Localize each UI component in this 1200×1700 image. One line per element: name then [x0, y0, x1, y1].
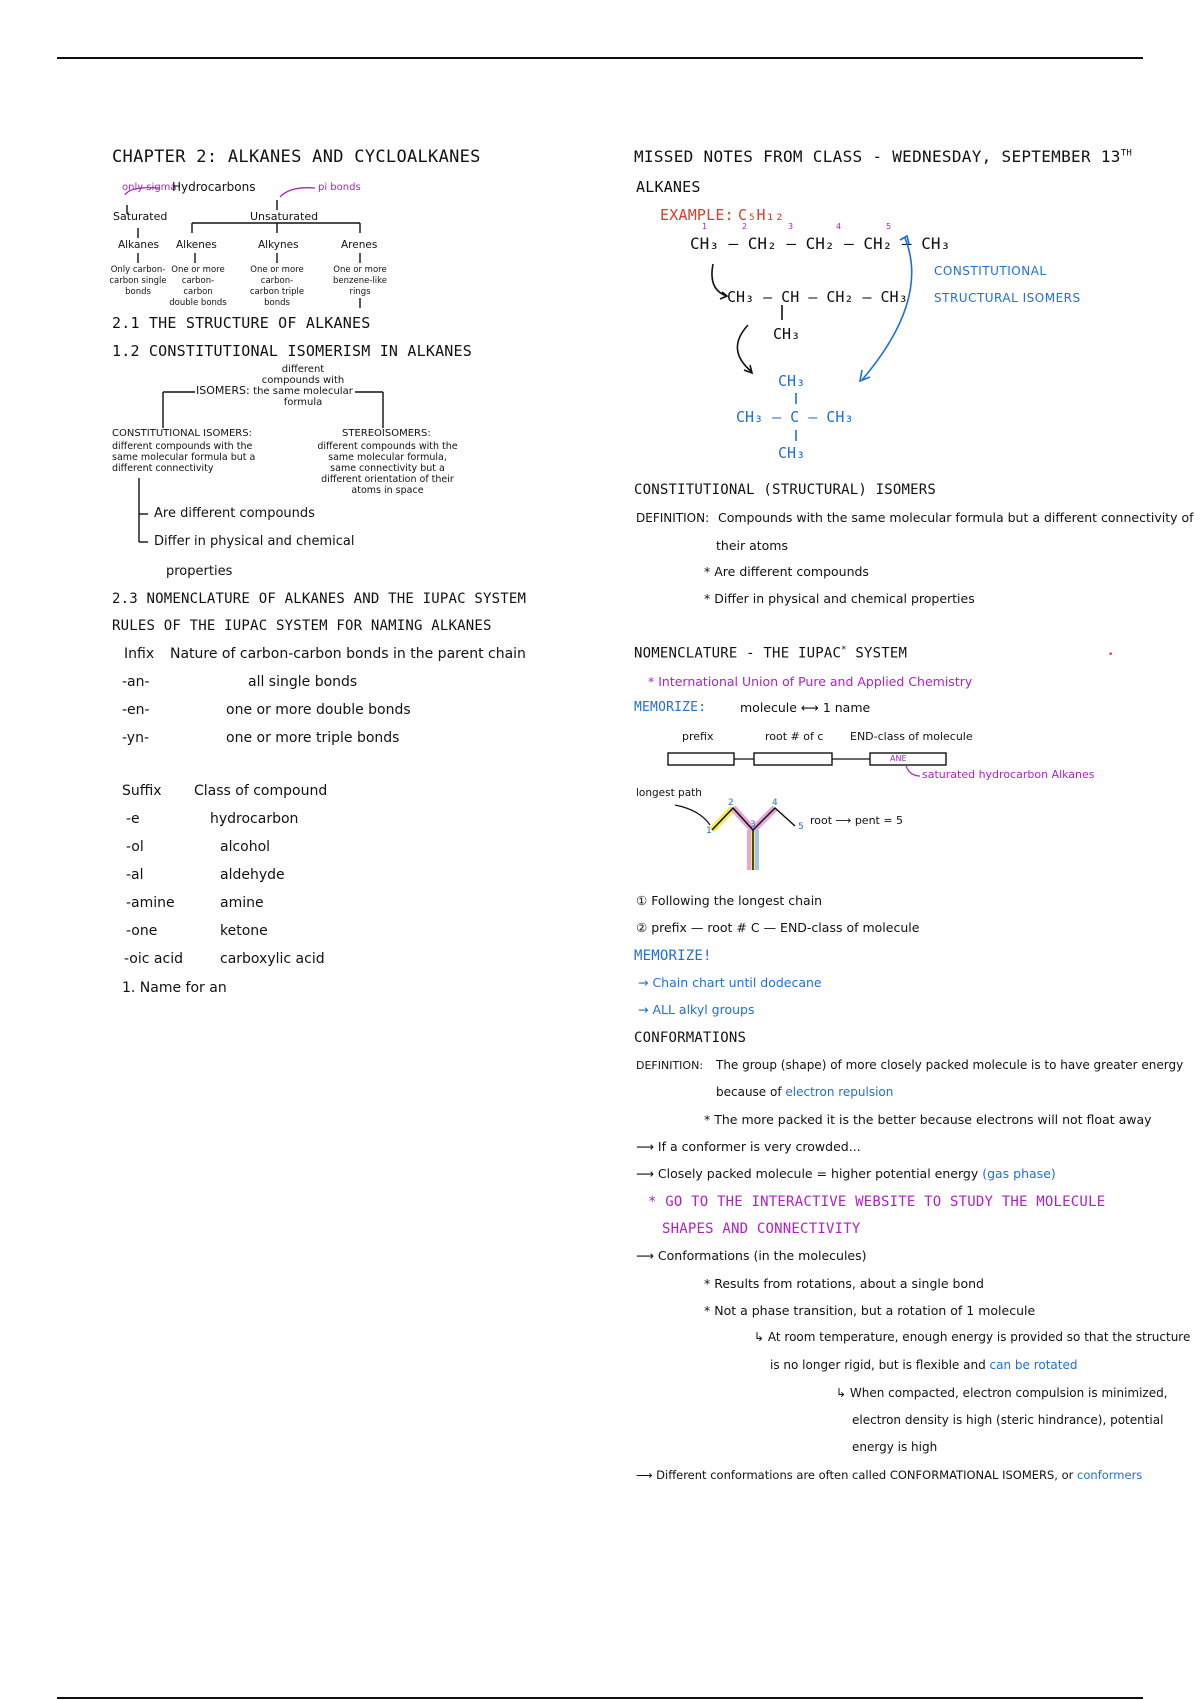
- margin-mark: •: [1108, 650, 1114, 660]
- list-item-1: 1. Name for an: [122, 980, 227, 996]
- annot-pi-bonds: pi bonds: [318, 182, 361, 193]
- nomenclature-heading-text: NOMENCLATURE - THE IUPAC: [634, 645, 842, 662]
- table-row: hydrocarbon: [210, 811, 299, 827]
- zig-number: 5: [798, 822, 804, 832]
- isomers-desc: different compounds with the same molecular formula: [253, 364, 353, 408]
- constitutional-desc: different compounds with the same molecular formula but a different connectivity: [112, 441, 256, 474]
- table-row: -en-: [122, 702, 150, 718]
- sub-point-2: * Not a phase transition, but a rotation of 1 molecule: [704, 1303, 1036, 1318]
- tree-alkanes-desc: Only carbon-carbon single bonds: [109, 265, 167, 297]
- arrow-point-2-text: Closely packed molecule = higher potential energy: [657, 1166, 979, 1181]
- longest-path-label: longest path: [636, 787, 702, 799]
- stereo-desc: different compounds with the same molecular formula, same connectivity but a different orientation of their atoms in space: [317, 441, 458, 496]
- sub-point-4a: ↳ When compacted, electron compulsion is minimized,: [836, 1386, 1168, 1400]
- neopentane-bottom: CH₃: [778, 444, 806, 462]
- definition-text: Compounds with the same molecular formula but a different connectivity of: [718, 510, 1194, 525]
- sub-point-1: * Results from rotations, about a single bond: [704, 1276, 984, 1291]
- sub-point-2-text: Not a phase transition, but a rotation of 1 molecule: [714, 1303, 1036, 1318]
- tree-arenes: Arenes: [341, 239, 378, 251]
- table-row: one or more double bonds: [226, 702, 411, 718]
- conformations-heading: CONFORMATIONS: [634, 1030, 747, 1046]
- conformation-definition-text-2: [716, 1085, 893, 1099]
- definition-bullet-1-text: Are different compounds: [714, 564, 869, 579]
- sub-point-3a: ↳ At room temperature, enough energy is provided so that the structure: [754, 1330, 1191, 1344]
- tree-alkynes-desc: One or more carbon-carbon triple bonds: [249, 265, 305, 308]
- conformation-definition-label: DEFINITION:: [636, 1059, 704, 1072]
- arrow-point-2: ⟶ Closely packed molecule = higher potential energy (gas phase): [636, 1166, 1056, 1181]
- box-end-note: saturated hydrocarbon Alkanes: [922, 768, 1095, 781]
- table-row: amine: [220, 895, 264, 911]
- iupac-full-name-text: International Union of Pure and Applied Chemistry: [658, 674, 973, 689]
- definition-text-2: their atoms: [716, 538, 788, 553]
- iupac-full-name: * International Union of Pure and Applied Chemistry: [648, 674, 973, 689]
- rules-title: RULES OF THE IUPAC SYSTEM FOR NAMING ALKANES: [112, 618, 492, 634]
- section-2-3: 2.3 NOMENCLATURE OF ALKANES AND THE IUPAC SYSTEM: [112, 591, 527, 607]
- conformation-definition-text-2b: electron repulsion: [785, 1085, 894, 1099]
- step-2-text: prefix — root # C — END-class of molecule: [651, 920, 920, 935]
- sub-point-4a-text: When compacted, electron compulsion is minimized,: [849, 1386, 1168, 1400]
- tree-unsaturated: Unsaturated: [250, 210, 319, 223]
- conformation-bullet-text: The more packed it is the better because electrons will not float away: [714, 1112, 1152, 1127]
- step-2: ② prefix — root # C — END-class of molecule: [636, 920, 920, 935]
- step-1: ① Following the longest chain: [636, 893, 823, 908]
- alkanes-heading: ALKANES: [636, 178, 701, 196]
- table-row: one or more triple bonds: [226, 730, 400, 746]
- table-row: -e: [126, 811, 140, 827]
- definition-bullet-2-text: Differ in physical and chemical properties: [714, 591, 975, 606]
- isomer-bullet-2b: properties: [166, 564, 233, 579]
- nomenclature-asterisk: *: [841, 645, 847, 655]
- tree-saturated: Saturated: [113, 210, 168, 223]
- isomer-bullet-1: Are different compounds: [154, 506, 315, 521]
- tree-root: Hydrocarbons: [172, 180, 256, 194]
- goto-website-1: * GO TO THE INTERACTIVE WEBSITE TO STUDY THE MOLECULE: [648, 1194, 1106, 1210]
- chapter-title: CHAPTER 2: ALKANES AND CYCLOALKANES: [112, 147, 481, 167]
- tree-arenes-desc: One or more benzene-like rings: [333, 265, 387, 297]
- isopentane-chain: CH₃ – CH – CH₂ – CH₃: [727, 288, 908, 306]
- conformation-definition-text: The group (shape) of more closely packed molecule is to have greater energy: [716, 1058, 1184, 1072]
- sub-point-3b-note: can be rotated: [989, 1358, 1078, 1372]
- arrow-point-3: ⟶ Conformations (in the molecules): [636, 1248, 867, 1263]
- annot-only-sigma: only sigma: [122, 182, 177, 193]
- table-row: ketone: [220, 923, 268, 939]
- carbon-number: 2: [742, 222, 748, 231]
- memorize-item-2-text: ALL alkyl groups: [652, 1002, 755, 1017]
- infix-header-desc: Nature of carbon-carbon bonds in the parent chain: [170, 646, 526, 662]
- tree-alkenes: Alkenes: [176, 239, 217, 251]
- sub-point-4b: electron density is high (steric hindrance), potential: [852, 1413, 1164, 1427]
- tree-alkanes: Alkanes: [118, 239, 160, 251]
- arrow-point-4-text: Different conformations are often called CONFORMATIONAL ISOMERS, or: [656, 1468, 1074, 1482]
- carbon-number: 4: [836, 222, 842, 231]
- table-row: aldehyde: [220, 867, 285, 883]
- memorize-item-1-text: Chain chart until dodecane: [652, 975, 822, 990]
- neopentane-mid: CH₃ – C – CH₃: [736, 408, 854, 426]
- nomenclature-heading-text-2: SYSTEM: [855, 645, 908, 662]
- zig-number: 3: [750, 820, 756, 830]
- arrow-point-2-note: (gas phase): [982, 1166, 1056, 1181]
- arrow-point-4: ⟶ Different conformations are often called CONFORMATIONAL ISOMERS, or conformers: [636, 1468, 1143, 1482]
- zig-number: 4: [772, 798, 778, 808]
- stereo-title: STEREOISOMERS:: [342, 428, 431, 439]
- definition-bullet-1: * Are different compounds: [704, 564, 869, 579]
- isomers-label-2: STRUCTURAL ISOMERS: [934, 291, 1081, 305]
- example-label: EXAMPLE:: [660, 206, 734, 224]
- neopentane-top: CH₃: [778, 372, 806, 390]
- memorize-2: MEMORIZE!: [634, 948, 712, 964]
- section-2-1: 2.1 THE STRUCTURE OF ALKANES: [112, 314, 371, 332]
- box-label-end: END-class of molecule: [850, 730, 973, 743]
- goto-website-2: SHAPES AND CONNECTIVITY: [662, 1221, 861, 1237]
- section-1-2: 1.2 CONSTITUTIONAL ISOMERISM IN ALKANES: [112, 342, 472, 360]
- table-row: alcohol: [220, 839, 271, 855]
- tree-alkynes: Alkynes: [258, 239, 299, 251]
- conformation-definition-text-2a: because of: [716, 1085, 782, 1099]
- sub-point-3b: [770, 1358, 1078, 1372]
- isopentane-branch: CH₃: [773, 325, 801, 343]
- step-1-text: Following the longest chain: [651, 893, 823, 908]
- memorize-item-2: → ALL alkyl groups: [638, 1002, 755, 1017]
- zig-number: 2: [728, 798, 734, 808]
- memorize-label: MEMORIZE:: [634, 700, 707, 715]
- memorize-item-1: → Chain chart until dodecane: [638, 975, 822, 990]
- table-row: -amine: [126, 895, 175, 911]
- suffix-header: Suffix: [122, 783, 162, 799]
- isomers-label-1: CONSTITUTIONAL: [934, 264, 1047, 278]
- box-end-inner: ANE: [890, 754, 907, 763]
- carbon-number: 1: [702, 222, 708, 231]
- table-row: -yn-: [122, 730, 150, 746]
- isomers-label: ISOMERS:: [196, 384, 250, 397]
- conformation-bullet: * The more packed it is the better because electrons will not float away: [704, 1112, 1152, 1127]
- sub-point-3b-text: is no longer rigid, but is flexible and: [770, 1358, 986, 1372]
- arrow-point-1: ⟶ If a conformer is very crowded...: [636, 1139, 861, 1154]
- tree-alkenes-desc: One or more carbon-carbon double bonds: [169, 265, 227, 308]
- carbon-number: 5: [886, 222, 892, 231]
- suffix-header-class: Class of compound: [194, 783, 328, 799]
- root-note: root ⟶ pent = 5: [810, 814, 904, 827]
- arrow-point-4-note: conformers: [1077, 1468, 1143, 1482]
- missed-notes-sup: TH: [1120, 148, 1133, 159]
- constitutional-heading: CONSTITUTIONAL (STRUCTURAL) ISOMERS: [634, 482, 937, 498]
- box-label-prefix: prefix: [682, 730, 714, 743]
- example-formula: C₅H₁₂: [738, 206, 785, 224]
- arrow-point-3-text: Conformations (in the molecules): [657, 1248, 867, 1263]
- table-row: -oic acid: [124, 951, 183, 967]
- infix-header: Infix: [124, 646, 155, 662]
- arrow-point-1-text: If a conformer is very crowded...: [657, 1139, 861, 1154]
- pentane-chain: CH₃ – CH₂ – CH₂ – CH₂ – CH₃: [690, 234, 951, 253]
- definition-label: DEFINITION:: [636, 511, 710, 525]
- sub-point-4c: energy is high: [852, 1440, 938, 1454]
- box-label-root: root # of c: [765, 730, 824, 743]
- table-row: all single bonds: [248, 674, 358, 690]
- constitutional-title: CONSTITUTIONAL ISOMERS:: [112, 428, 252, 439]
- missed-notes-text: MISSED NOTES FROM CLASS - WEDNESDAY, SEPTEMBER 13: [634, 147, 1121, 166]
- sub-point-1-text: Results from rotations, about a single bond: [714, 1276, 984, 1291]
- zig-number: 1: [706, 826, 712, 836]
- memorize-text: molecule ⟷ 1 name: [740, 700, 871, 715]
- table-row: -one: [126, 923, 158, 939]
- isomer-bullet-2: Differ in physical and chemical: [154, 534, 355, 549]
- table-row: -ol: [126, 839, 144, 855]
- table-row: carboxylic acid: [220, 951, 325, 967]
- sub-point-3a-text: At room temperature, enough energy is provided so that the structure: [767, 1330, 1191, 1344]
- table-row: -al: [126, 867, 144, 883]
- table-row: -an-: [122, 674, 150, 690]
- carbon-number: 3: [788, 222, 794, 231]
- definition-bullet-2: * Differ in physical and chemical properties: [704, 591, 975, 606]
